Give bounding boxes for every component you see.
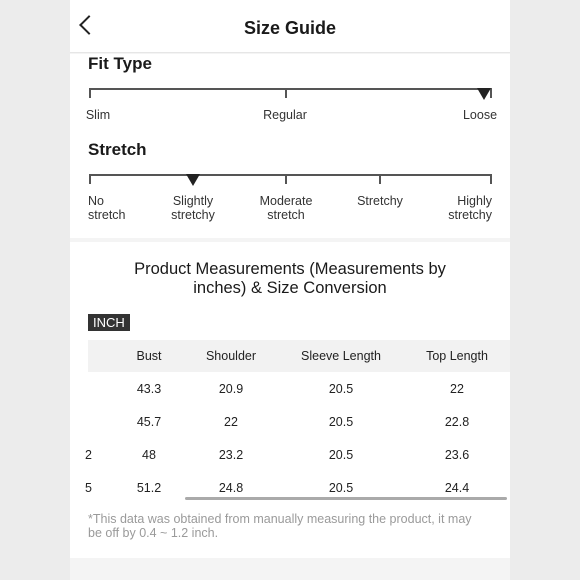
- stretch-tick: [490, 174, 492, 184]
- table-row: [70, 438, 510, 471]
- table-row: [70, 405, 510, 438]
- stretch-tick: [379, 174, 381, 184]
- table-cell: 24.8: [218, 481, 244, 495]
- table-cell: 22.8: [444, 415, 470, 429]
- size-guide-screen: [70, 0, 510, 580]
- table-cell: 22: [224, 415, 238, 429]
- table-cell: 20.5: [328, 481, 354, 495]
- fit-option-label: Regular: [263, 108, 307, 122]
- fit-stretch-card: [70, 54, 510, 238]
- fit-option-label: Loose: [462, 108, 498, 122]
- stretch-scale-line: [89, 174, 491, 176]
- table-cell: 48: [142, 448, 156, 462]
- fit-tick: [89, 88, 91, 98]
- fit-type-title: Fit Type: [88, 54, 152, 73]
- stretch-option-label: Slightly stretchy: [171, 194, 215, 222]
- fit-option-label: Slim: [85, 108, 111, 122]
- table-cell: 23.6: [444, 448, 470, 462]
- stretch-tick: [285, 174, 287, 184]
- table-cell: 24.4: [444, 481, 470, 495]
- table-cell: 51.2: [136, 481, 162, 495]
- measurements-card: [70, 242, 510, 558]
- measurement-disclaimer: *This data was obtained from manually measuring the product, it may be off by 0.4 ~ 1.2 inch.: [88, 512, 472, 540]
- table-cell: 23.2: [218, 448, 244, 462]
- fit-scale-line: [89, 88, 491, 90]
- table-cell: 20.5: [328, 382, 354, 396]
- row-size-label: 2: [85, 448, 92, 462]
- column-header-bust: Bust: [136, 349, 162, 363]
- measurements-title: Product Measurements (Measurements by inches) & Size Conversion: [134, 260, 446, 297]
- table-cell: 22: [450, 382, 464, 396]
- stretch-option-label: Stretchy: [357, 194, 403, 208]
- stretch-option-label: Highly stretchy: [448, 194, 492, 222]
- table-cell: 45.7: [136, 415, 162, 429]
- table-cell: 20.5: [328, 415, 354, 429]
- table-horizontal-scrollbar[interactable]: [185, 497, 507, 500]
- table-row: [70, 372, 510, 405]
- column-header-top-length: Top Length: [426, 349, 488, 363]
- stretch-tick: [89, 174, 91, 184]
- stretch-selected-marker-icon: [186, 174, 200, 186]
- fit-selected-marker-icon: [477, 88, 491, 100]
- stretch-title: Stretch: [88, 140, 147, 159]
- table-cell: 43.3: [136, 382, 162, 396]
- top-bar: [70, 0, 510, 53]
- table-cell: 20.9: [218, 382, 244, 396]
- page-title: Size Guide: [243, 18, 337, 38]
- column-header-sleeve-length: Sleeve Length: [301, 349, 381, 363]
- table-cell: 20.5: [328, 448, 354, 462]
- fit-tick: [285, 88, 287, 98]
- stretch-option-label: Moderate stretch: [259, 194, 313, 222]
- column-header-shoulder: Shoulder: [205, 349, 257, 363]
- unit-badge[interactable]: INCH: [88, 314, 130, 331]
- row-size-label: 5: [85, 481, 92, 495]
- stretch-option-label: No stretch: [88, 194, 126, 222]
